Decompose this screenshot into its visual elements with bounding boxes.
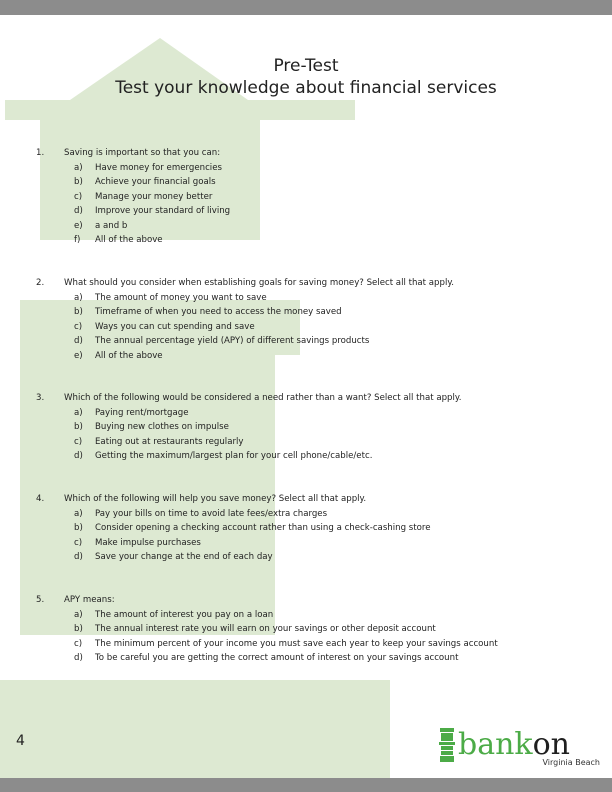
lighthouse-logo-icon <box>438 728 456 764</box>
option-letter: e) <box>74 350 83 361</box>
option-text: Getting the maximum/largest plan for your cell phone/cable/etc. <box>95 451 373 461</box>
option-text: Consider opening a checking account rather than using a check-cashing store <box>95 523 431 533</box>
option-text: Buying new clothes on impulse <box>95 422 229 432</box>
option-text: The amount of interest you pay on a loan <box>95 609 274 620</box>
option-text: Achieve your financial goals <box>95 177 216 187</box>
option-letter: d) <box>74 336 83 346</box>
option-letter: d) <box>74 451 83 461</box>
option-text: Manage your money better <box>95 191 213 202</box>
option-letter: a) <box>74 508 83 519</box>
question-text: Saving is important so that you can: <box>64 148 221 158</box>
option-letter: a) <box>74 292 83 303</box>
option-letter: a) <box>74 407 83 418</box>
option-text: a and b <box>95 220 128 231</box>
option-letter: c) <box>74 191 83 202</box>
option-text: Make impulse purchases <box>95 537 201 548</box>
question-number: 2. <box>36 278 45 288</box>
option-letter: c) <box>74 638 83 649</box>
question-number: 5. <box>36 595 45 605</box>
question-number: 1. <box>36 148 45 158</box>
option-letter: a) <box>74 609 83 620</box>
question-number: 4. <box>36 494 45 504</box>
option-text: Timeframe of when you need to access the money saved <box>95 307 342 317</box>
option-letter: c) <box>74 436 83 447</box>
option-letter: b) <box>74 624 83 634</box>
option-letter: e) <box>74 220 83 231</box>
logo-city-text: Virginia Beach <box>542 758 600 767</box>
option-letter: d) <box>74 552 83 562</box>
lighthouse-gallery <box>5 100 355 120</box>
option-text: All of the above <box>95 350 163 361</box>
bottom-bar <box>0 778 612 792</box>
logo-on-text: on <box>532 727 570 762</box>
lighthouse-base <box>0 680 390 780</box>
question-text: APY means: <box>64 595 115 605</box>
option-text: Ways you can cut spending and save <box>95 321 255 332</box>
option-letter: b) <box>74 307 83 317</box>
option-text: The minimum percent of your income you must save each year to keep your savings account <box>95 638 498 649</box>
option-text: The amount of money you want to save <box>95 292 267 303</box>
option-letter: b) <box>74 177 83 187</box>
option-text: The annual percentage yield (APY) of different savings products <box>95 336 370 346</box>
page-subtitle: Test your knowledge about financial services <box>115 78 497 98</box>
option-text: Eating out at restaurants regularly <box>95 436 244 447</box>
option-text: To be careful you are getting the correct amount of interest on your savings account <box>95 653 459 663</box>
option-text: Pay your bills on time to avoid late fees/extra charges <box>95 508 328 519</box>
option-text: Have money for emergencies <box>95 162 222 173</box>
option-text: Paying rent/mortgage <box>95 407 189 418</box>
option-text: The annual interest rate you will earn on your savings or other deposit account <box>95 624 436 634</box>
page-title: Pre-Test <box>273 56 339 76</box>
option-letter: b) <box>74 523 83 533</box>
question-text: Which of the following will help you save money? Select all that apply. <box>64 494 367 504</box>
option-text: Improve your standard of living <box>95 206 231 216</box>
option-letter: d) <box>74 653 83 663</box>
option-letter: a) <box>74 162 83 173</box>
option-text: All of the above <box>95 235 163 245</box>
question-text: Which of the following would be considered a need rather than a want? Select all that apply. <box>64 393 462 403</box>
option-letter: d) <box>74 206 83 216</box>
option-letter: c) <box>74 537 83 548</box>
bankon-logo <box>438 722 606 772</box>
option-text: Save your change at the end of each day <box>95 552 273 562</box>
option-letter: f) <box>74 235 81 245</box>
option-letter: c) <box>74 321 83 332</box>
question-text: What should you consider when establishing goals for saving money? Select all that apply. <box>64 278 454 288</box>
question-number: 3. <box>36 393 45 403</box>
logo-wordmark <box>458 728 570 762</box>
page-number: 4 <box>16 733 25 749</box>
option-letter: b) <box>74 422 83 432</box>
logo-bank-text: bank <box>458 727 533 762</box>
